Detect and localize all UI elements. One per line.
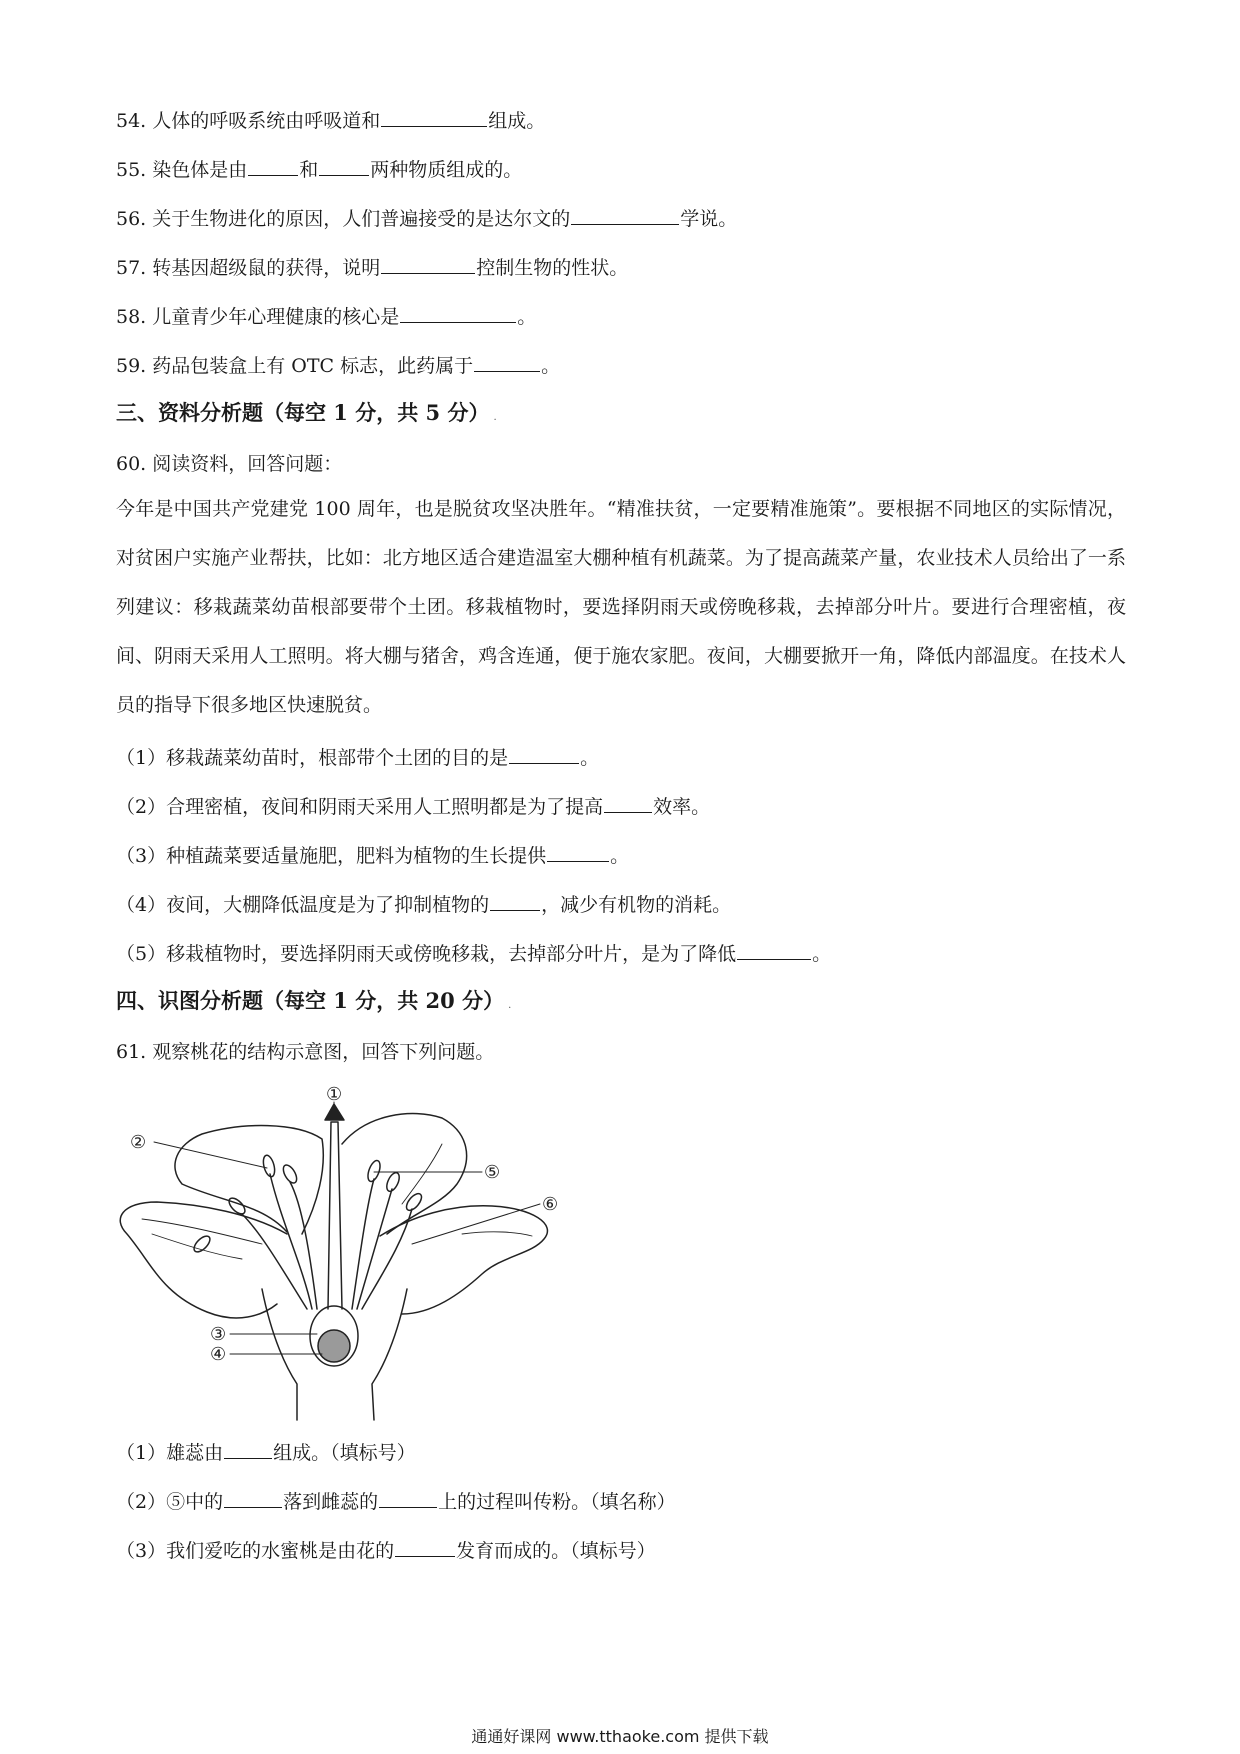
- answer-blank[interactable]: [224, 1489, 282, 1508]
- label-3: ③: [210, 1324, 227, 1345]
- section-4-heading: 四、识图分析题（每空 1 分，共 20 分） .: [116, 988, 512, 1013]
- answer-blank[interactable]: [319, 157, 369, 176]
- answer-blank[interactable]: [571, 206, 679, 225]
- peach-flower-diagram: [112, 1084, 562, 1428]
- question-55: 55. 染色体是由 和 两种物质组成的。: [116, 159, 523, 181]
- label-1: ①: [326, 1084, 343, 1105]
- answer-blank[interactable]: [224, 1440, 272, 1459]
- answer-blank[interactable]: [509, 745, 579, 764]
- answer-blank[interactable]: [490, 892, 540, 911]
- question-61-sub-1: （1）雄蕊由 组成。（填标号）: [116, 1442, 416, 1464]
- answer-blank[interactable]: [381, 255, 475, 274]
- answer-blank[interactable]: [474, 353, 540, 372]
- question-60-sub-3: （3）种植蔬菜要适量施肥，肥料为植物的生长提供 。: [116, 845, 630, 867]
- label-2: ②: [130, 1132, 147, 1153]
- anther: [261, 1154, 276, 1178]
- question-60-sub-1: （1）移栽蔬菜幼苗时，根部带个土团的目的是 。: [116, 747, 600, 769]
- question-60-sub-5: （5）移栽植物时，要选择阴雨天或傍晚移栽，去掉部分叶片，是为了降低 。: [116, 943, 832, 965]
- question-61-sub-3: （3）我们爱吃的水蜜桃是由花的 发育而成的。（填标号）: [116, 1540, 656, 1562]
- question-60-sub-2: （2）合理密植，夜间和阴雨天采用人工照明都是为了提高 效率。: [116, 796, 711, 818]
- question-56: 56. 关于生物进化的原因，人们普遍接受的是达尔文的 学说。: [116, 208, 738, 230]
- answer-blank[interactable]: [604, 794, 652, 813]
- answer-blank[interactable]: [547, 843, 609, 862]
- answer-blank[interactable]: [379, 1489, 437, 1508]
- answer-blank[interactable]: [400, 304, 516, 323]
- question-59: 59. 药品包装盒上有 OTC 标志，此药属于 。: [116, 355, 561, 377]
- petal-right-back: [342, 1114, 467, 1234]
- section-3-heading: 三、资料分析题（每空 1 分，共 5 分） .: [116, 400, 497, 425]
- question-60-intro: 60. 阅读资料，回答问题：: [116, 453, 343, 475]
- question-54: 54. 人体的呼吸系统由呼吸道和 组成。: [116, 110, 546, 132]
- label-4: ④: [210, 1344, 227, 1365]
- ovule: [318, 1330, 350, 1362]
- answer-blank[interactable]: [737, 941, 811, 960]
- question-61-sub-2: （2）⑤中的 落到雌蕊的 上的过程叫传粉。（填名称）: [116, 1491, 676, 1513]
- question-61-intro: 61. 观察桃花的结构示意图，回答下列问题。: [116, 1041, 495, 1063]
- answer-blank[interactable]: [381, 108, 487, 127]
- question-58: 58. 儿童青少年心理健康的核心是 。: [116, 306, 537, 328]
- answer-blank[interactable]: [395, 1538, 455, 1557]
- reading-passage: 今年是中国共产党建党 100 周年，也是脱贫攻坚决胜年。“精准扶贫，一定要精准施策”。要根据不同地区的实际情况，对贫困户实施产业帮扶，比如：北方地区适合建造温室大棚种植有机蔬菜。为了提高蔬菜产量，农业技术人员给出了一系列建议：移栽蔬菜幼苗根部要带个土团。移栽植物时，要选择阴雨天或傍晚移栽，去掉部分叶片。要进行合理密植，夜间、阴雨天采用人工照明。将大棚与猪舍，鸡含连通，便于施农家肥。夜间，大棚要掀开一角，降低内部温度。在技术人员的指导下很多地区快速脱贫。: [116, 498, 1126, 716]
- style: [328, 1122, 342, 1309]
- flower-structure-svg: [112, 1084, 562, 1424]
- question-60-sub-4: （4）夜间，大棚降低温度是为了抑制植物的 ，减少有机物的消耗。: [116, 894, 732, 916]
- label-5: ⑤: [484, 1162, 501, 1183]
- label-6: ⑥: [542, 1194, 559, 1215]
- answer-blank[interactable]: [248, 157, 298, 176]
- question-57: 57. 转基因超级鼠的获得，说明 控制生物的性状。: [116, 257, 629, 279]
- page-footer: 通通好课网 www.tthaoke.com 提供下载: [471, 1727, 769, 1746]
